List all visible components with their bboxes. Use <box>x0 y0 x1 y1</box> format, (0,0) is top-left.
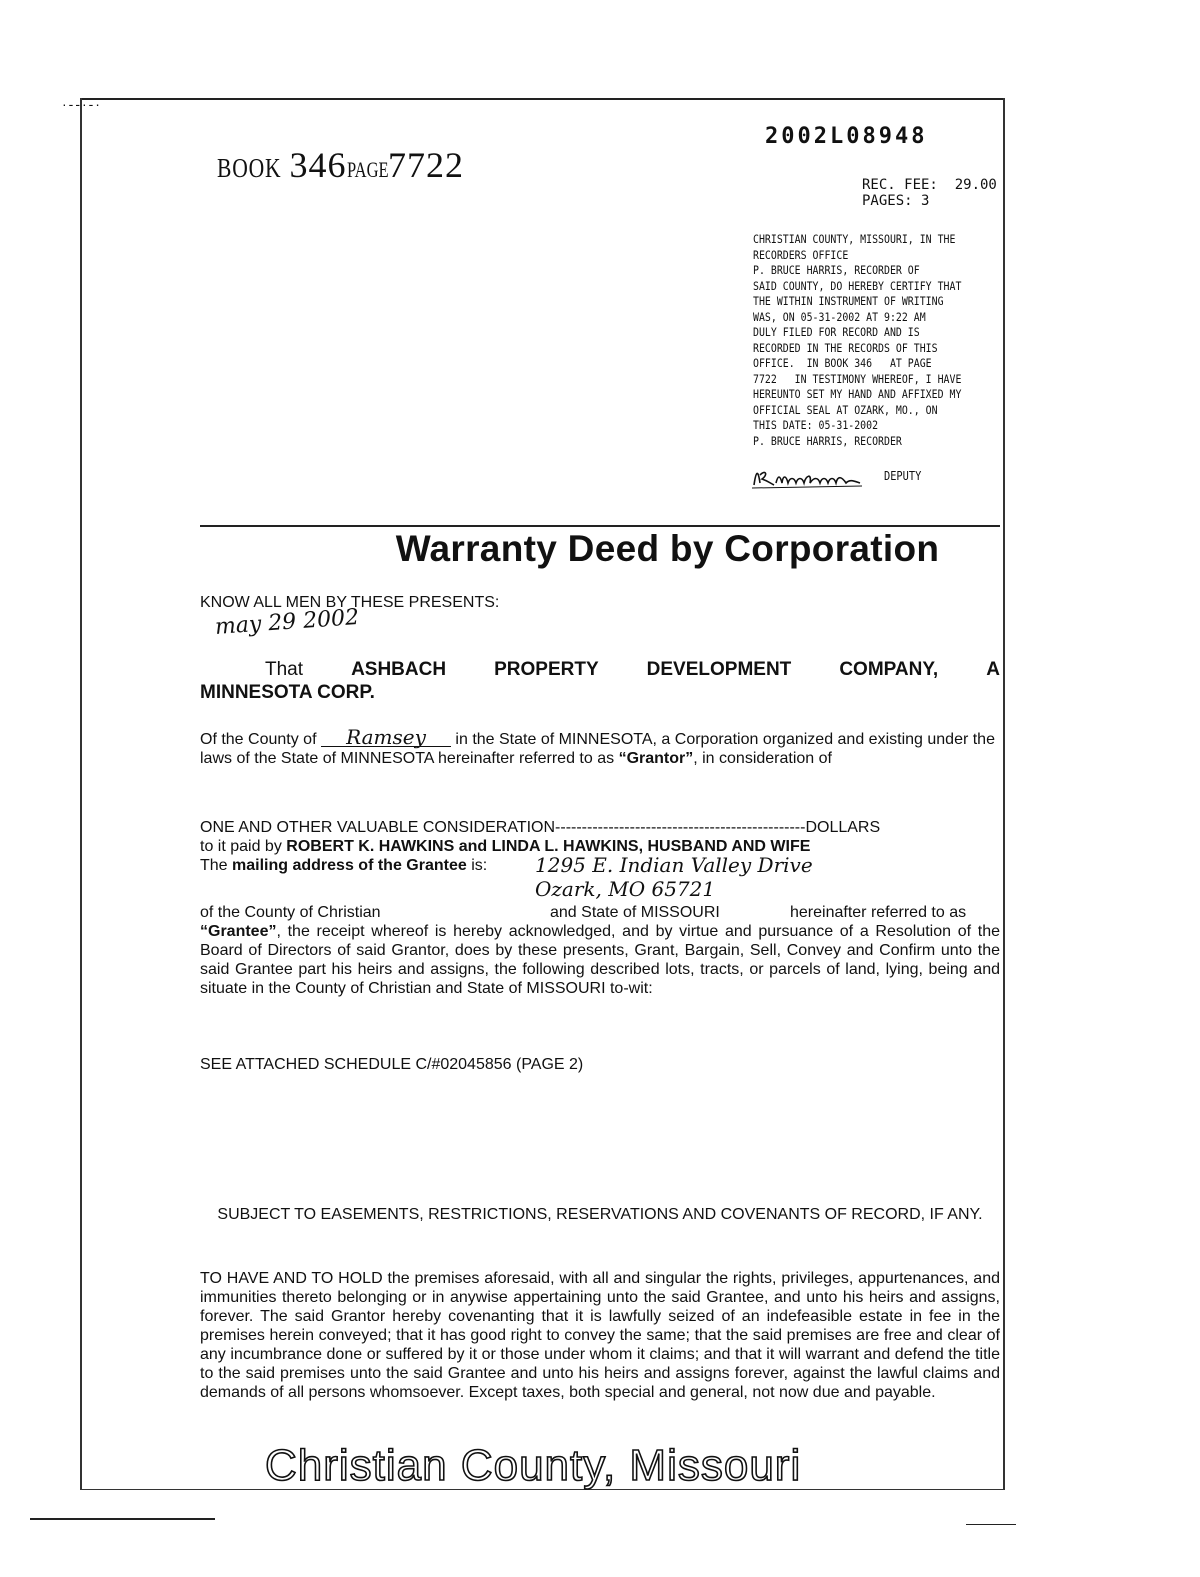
county-footer-stamp: Christian County, Missouri <box>265 1441 802 1490</box>
grantee-term: “Grantee” <box>200 923 277 940</box>
deed-title: Warranty Deed by Corporation <box>395 528 940 569</box>
document-number: 2002L08948 <box>765 124 928 149</box>
county-suffix: in the State of MINNESOTA, a Corporation organized and existing under the laws of the State of MINNESOTA hereinafter referred to as <box>200 731 995 767</box>
the-word: The <box>200 857 228 874</box>
grantee-names: ROBERT K. HAWKINS and LINDA L. HAWKINS, HUSBAND AND WIFE <box>286 838 811 855</box>
scan-speck: ·--·-· <box>62 96 102 112</box>
county-end: , in consideration of <box>693 750 832 767</box>
page-frame-top <box>80 98 1004 100</box>
deputy-signature <box>750 461 890 491</box>
certificate-line: OFFICE. IN BOOK 346 AT PAGE <box>753 356 932 370</box>
certificate-line: P. BRUCE HARRIS, RECORDER <box>753 433 902 448</box>
paid-by-prefix: to it paid by <box>200 838 282 855</box>
grantor-name-word: COMPANY, <box>839 659 939 680</box>
grantor-paragraph <box>200 658 1000 704</box>
address-line1: 1295 E. Indian Valley Drive <box>535 853 813 877</box>
book-label: BOOK <box>217 153 282 183</box>
page-label: PAGE <box>346 157 389 182</box>
grantee-county: of the County of Christian <box>200 904 381 921</box>
grantee-state: and State of MISSOURI <box>550 904 720 921</box>
schedule-reference: SEE ATTACHED SCHEDULE C/#02045856 (PAGE 2) <box>200 1056 584 1073</box>
deputy-signature-row <box>750 461 927 491</box>
certificate-line: WAS, ON 05-31-2002 AT 9:22 AM <box>753 309 926 324</box>
grantor-name-word: A <box>986 659 1000 680</box>
handwritten-county: Ramsey <box>321 728 451 747</box>
address-line2: Ozark, MO 65721 <box>535 877 716 901</box>
book-number: 346 <box>289 145 347 185</box>
page-number: 7722 <box>387 145 464 185</box>
certificate-line: DULY FILED FOR RECORD AND IS <box>753 325 920 339</box>
title-rule <box>200 525 1000 527</box>
handwritten-address <box>535 853 813 901</box>
certificate-line: CHRISTIAN COUNTY, MISSOURI, IN THE <box>753 232 956 246</box>
habendum-clause: TO HAVE AND TO HOLD the premises aforesaid, with all and singular the rights, privileges, appurtenances, and immunities thereto belonging or in anywise appertaining unto the said Grantee, and unto his heirs and assigns, forever. The said Grantor hereby covenanting that it is lawfully seized of an indefeasible estate in fee in the premises herein conveyed; that it has good right to convey the same; that the said premises are free and clear of any incumbrance done or suffered by it or those under whom it claims; and that it will warrant and defend the title to the said premises unto the said Grantee and unto his heirs and assigns forever, against the lawful claims and demands of all persons whomsoever. Except taxes, both special and general, not now due and payable. <box>200 1270 1000 1401</box>
deputy-label: DEPUTY <box>884 469 922 483</box>
handwritten-date: may 29 2002 <box>214 604 360 640</box>
subject-to-clause: SUBJECT TO EASEMENTS, RESTRICTIONS, RESERVATIONS AND COVENANTS OF RECORD, IF ANY. <box>217 1206 983 1223</box>
mailing-suffix: is: <box>471 857 488 874</box>
book-page-reference <box>217 144 464 186</box>
grantor-county-paragraph <box>200 725 1000 768</box>
grantee-body: , the receipt whereof is hereby acknowledged, and by virtue and pursuance of a Resolution of the Board of Directors of said Grantor, does by these presents, Grant, Bargain, Sell, Convey and Confirm unto the said Grantee part his heirs and assigns, the following described lots, tracts, or parcels of land, lying, being and situate in the County of Christian and State of MISSOURI to-wit: <box>200 923 1000 997</box>
consideration-line: ONE AND OTHER VALUABLE CONSIDERATION-----------------------------------------------DOLLARS <box>200 819 881 836</box>
page-stub-line-right <box>966 1524 1016 1525</box>
grantor-name-line2: MINNESOTA CORP. <box>200 682 375 703</box>
page-stub-line-left <box>30 1518 215 1520</box>
pages-count: PAGES: 3 <box>862 193 930 209</box>
rec-fee: REC. FEE: 29.00 <box>862 177 997 193</box>
know-all-men: KNOW ALL MEN BY THESE PRESENTS: <box>200 594 500 611</box>
grantee-ref: hereinafter referred to as <box>790 904 967 921</box>
certificate-line: THE WITHIN INSTRUMENT OF WRITING <box>753 294 944 308</box>
recorder-certificate <box>753 232 994 449</box>
certificate-line: OFFICIAL SEAL AT OZARK, MO., ON <box>753 402 938 417</box>
grantor-term: “Grantor” <box>618 750 694 767</box>
certificate-line: THIS DATE: 05-31-2002 <box>753 418 879 432</box>
grantor-name-word: ASHBACH <box>351 659 447 680</box>
certificate-line: SAID COUNTY, DO HEREBY CERTIFY THAT <box>753 278 962 293</box>
certificate-line: P. BRUCE HARRIS, RECORDER OF <box>753 263 920 277</box>
grantor-name-word: PROPERTY <box>494 659 599 680</box>
page-frame-left <box>80 98 82 1490</box>
grantor-name-word: DEVELOPMENT <box>646 659 792 680</box>
certificate-line: RECORDED IN THE RECORDS OF THIS <box>753 340 938 355</box>
recording-fee-block <box>862 177 997 209</box>
certificate-line: 7722 IN TESTIMONY WHEREOF, I HAVE <box>753 371 962 386</box>
county-prefix: Of the County of <box>200 731 317 748</box>
that-word: That <box>265 659 304 680</box>
page-frame-right <box>1003 98 1005 1490</box>
certificate-line: HEREUNTO SET MY HAND AND AFFIXED MY <box>753 387 962 401</box>
mailing-address-label: mailing address of the Grantee <box>232 857 467 874</box>
grantee-paragraph <box>200 903 1000 998</box>
certificate-line: RECORDERS OFFICE <box>753 247 849 262</box>
